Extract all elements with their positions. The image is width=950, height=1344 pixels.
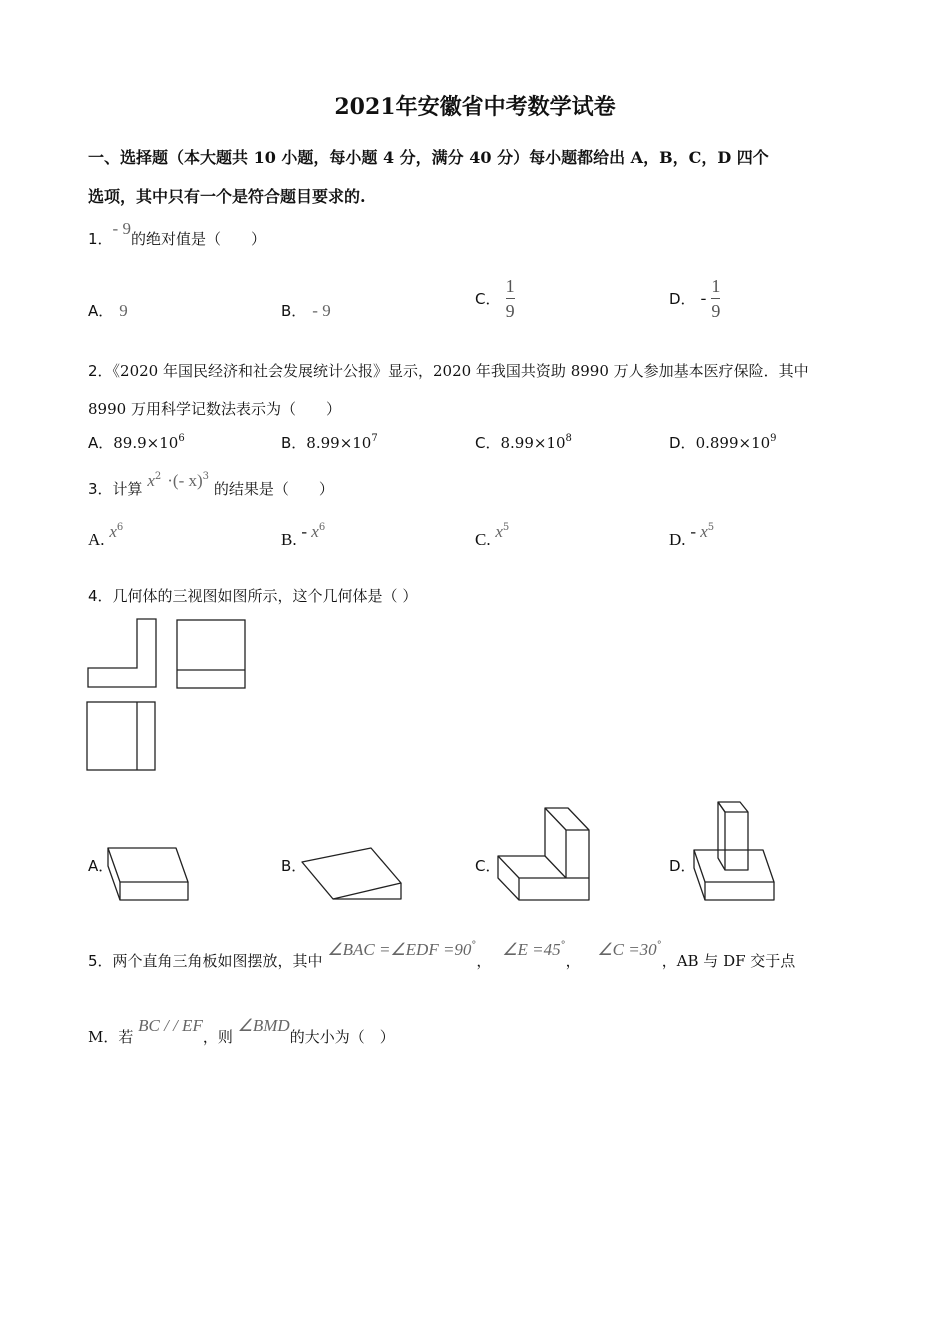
question-text: 《2020 年国民经济和社会发展统计公报》显示，2020 年我国共资助 8990 万人参加基本医疗保险．其中 (112, 362, 809, 380)
angle-expression: ∠BMD (237, 1016, 290, 1035)
option-label: B． (281, 302, 307, 320)
angle-equation: ∠BAC =∠EDF =90 (327, 940, 472, 959)
option-label: D. (669, 530, 686, 549)
question-text: 的绝对值是（ ） (130, 230, 266, 248)
exponent: 3 (202, 471, 210, 482)
solid-b-wedge (302, 848, 401, 899)
option-label: D． (669, 290, 696, 308)
option-value: 9 (119, 301, 128, 320)
minus-sign: - (700, 288, 707, 308)
question-text: 的结果是（ ） (213, 480, 334, 498)
base: x (700, 522, 708, 541)
exponent: 6 (318, 522, 326, 533)
option-label: C． (475, 290, 501, 308)
sign: - (690, 522, 701, 541)
option-label: B. (281, 530, 297, 549)
sign: - (301, 522, 312, 541)
option-value: 0.899×10 (695, 434, 771, 452)
exponent: 5 (707, 522, 715, 533)
question-number: 5． (88, 952, 113, 970)
degree: ° (471, 940, 477, 951)
section-header-line2: 选项，其中只有一个是符合题目要求的. (88, 187, 366, 206)
option-label: D． (669, 434, 696, 452)
parallel-condition: BC / / EF (138, 1016, 203, 1035)
option-value: 8.99×10 (306, 434, 372, 452)
solid-a-flat-box (108, 848, 188, 900)
solid-c-l-shape (498, 808, 589, 900)
question-text: 几何体的三视图如图所示，这个几何体是（ ） (112, 587, 418, 605)
option-label: A. (88, 530, 105, 549)
question-5-line2 (88, 1016, 395, 1047)
separator: ， (565, 952, 581, 970)
question-number: 2． (88, 362, 113, 380)
q4-option-d-label[interactable]: D． (669, 857, 696, 875)
exponent: 8 (565, 433, 572, 444)
math-expression: - 9 (112, 219, 131, 238)
question-text: 计算 (112, 480, 143, 498)
question-2-line2: 8990 万用科学记数法表示为（ ） (88, 400, 341, 418)
option-value: 8.99×10 (500, 434, 566, 452)
base: x (495, 522, 503, 541)
option-label: C. (475, 530, 491, 549)
exponent: 7 (371, 433, 378, 444)
math-expression (597, 941, 661, 959)
degree: ° (656, 940, 662, 951)
solid-d-slab-pillar (694, 802, 774, 900)
exponent: 6 (178, 433, 185, 444)
option-label: A． (88, 434, 114, 452)
option-label: C． (475, 434, 501, 452)
question-number: 4． (88, 587, 113, 605)
exponent: 2 (154, 471, 162, 482)
denominator: 9 (505, 301, 515, 321)
q4-option-b-label[interactable]: B． (281, 857, 307, 875)
question-text: ，则 (202, 1028, 233, 1046)
question-number: 1． (88, 230, 113, 248)
section-header-line1: 一、选择题（本大题共 10 小题，每小题 4 分，满分 40 分）每小题都给出 A，B，C，D 四个 (88, 148, 769, 167)
numerator: 1 (505, 276, 515, 296)
option-value: - 9 (312, 301, 331, 320)
q4-option-a-label[interactable]: A． (88, 857, 114, 875)
math-expression (502, 941, 565, 959)
option-label: A． (88, 302, 114, 320)
base: x (147, 471, 155, 490)
question-number: 3． (88, 480, 113, 498)
angle-equation: ∠E =45 (502, 940, 561, 959)
numerator: 1 (711, 276, 721, 296)
denominator: 9 (711, 301, 721, 321)
option-value: 89.9×10 (113, 434, 179, 452)
question-text: M．若 (88, 1028, 134, 1046)
exponent: 6 (116, 522, 124, 533)
exponent: 5 (502, 522, 510, 533)
option-label: B． (281, 434, 307, 452)
exponent: 9 (770, 433, 777, 444)
angle-equation: ∠C =30 (597, 940, 657, 959)
separator: ， (476, 952, 492, 970)
factor: ·(- x) (167, 471, 203, 490)
q4-option-c-label[interactable]: C． (475, 857, 501, 875)
question-text: 的大小为（ ） (289, 1028, 395, 1046)
question-text: 两个直角三角板如图摆放，其中 (112, 952, 323, 970)
base: x (311, 522, 319, 541)
base: x (109, 522, 117, 541)
page-title: 2021年安徽省中考数学试卷 (334, 94, 616, 120)
math-expression (327, 941, 476, 959)
question-text: ，AB 与 DF 交于点 (661, 952, 796, 970)
degree: ° (560, 940, 566, 951)
question-5-line1 (88, 940, 796, 971)
